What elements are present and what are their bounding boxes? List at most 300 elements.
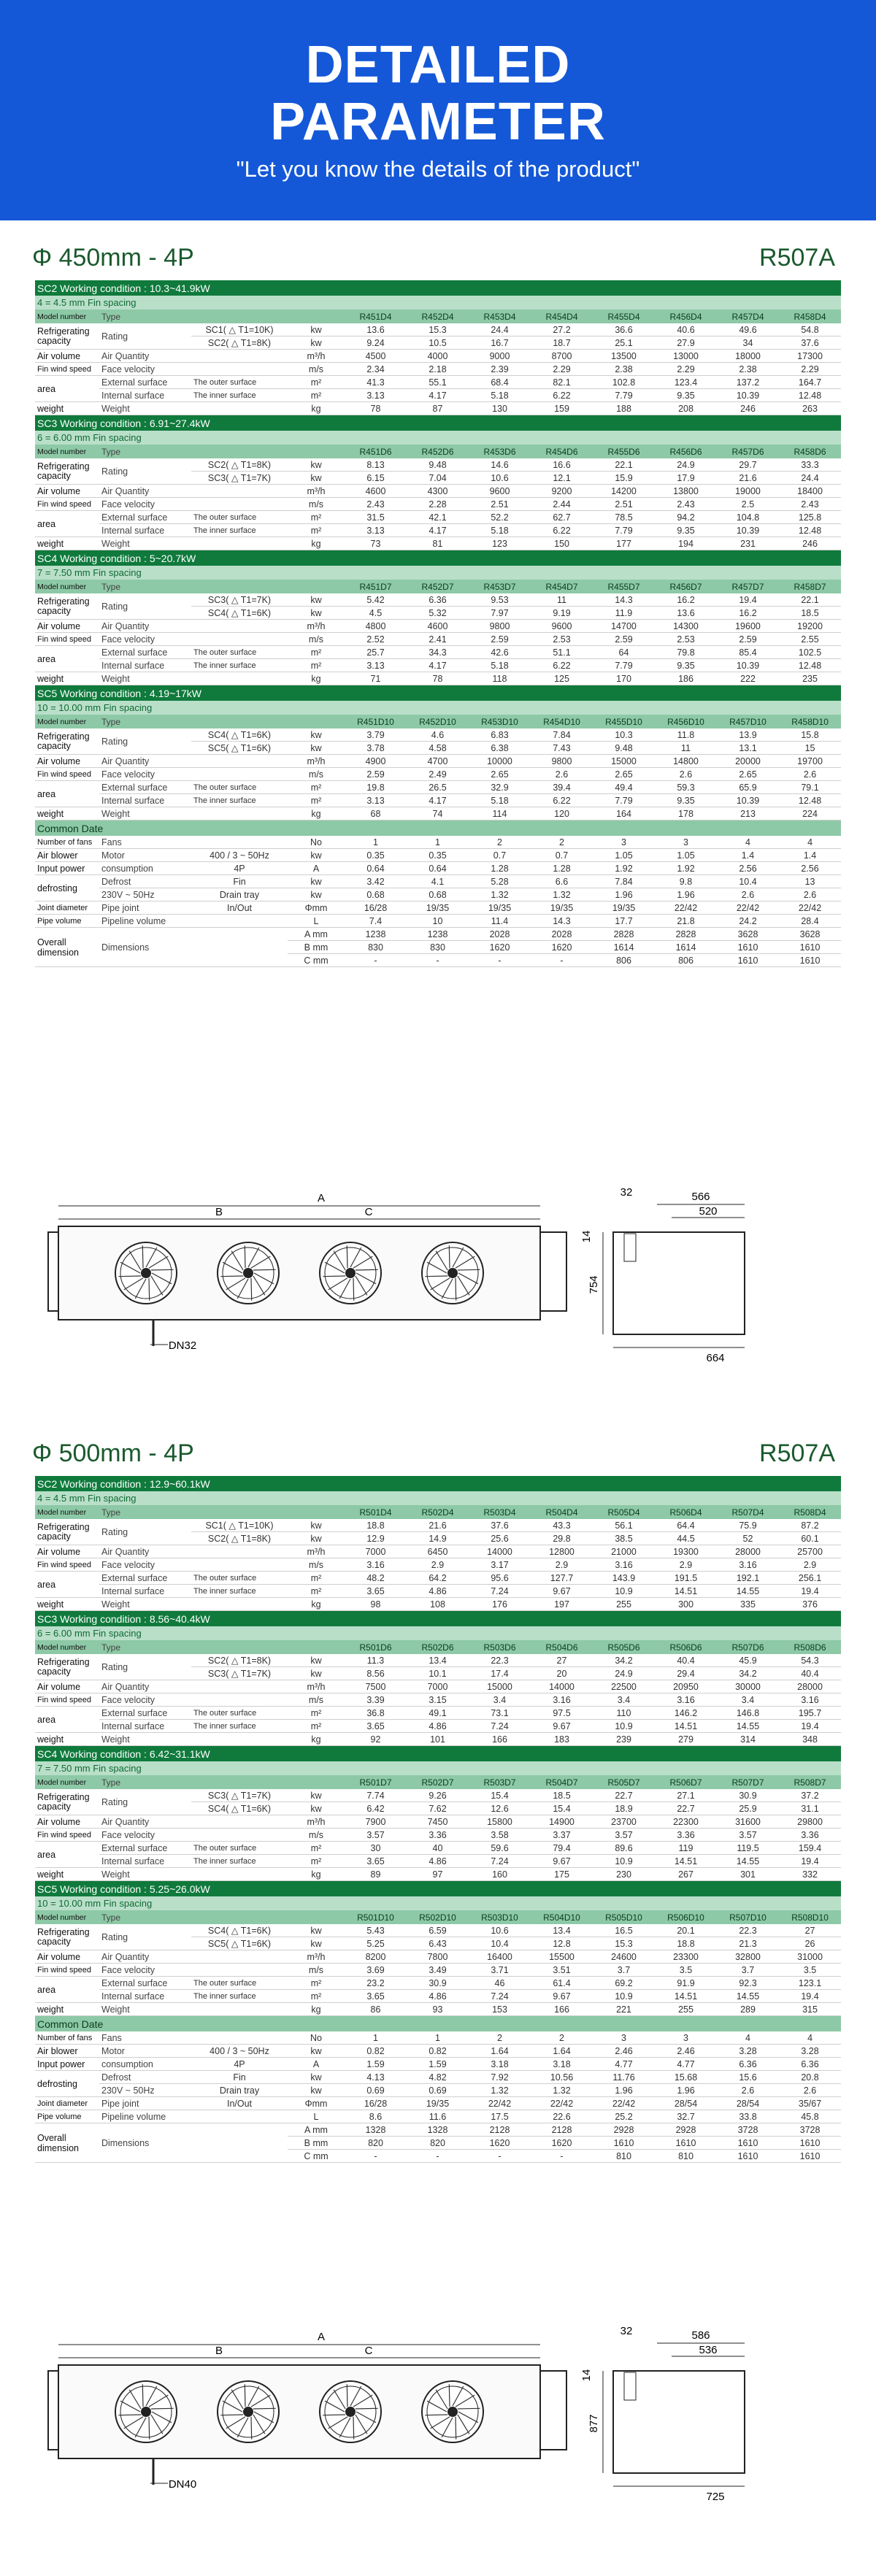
value-cell: 4000 xyxy=(407,350,469,363)
value-cell: 4.77 xyxy=(655,2058,717,2071)
table-cell: Weight xyxy=(99,2003,288,2016)
value-cell: 28.4 xyxy=(779,915,841,928)
value-cell: 10.39 xyxy=(717,794,779,807)
table-cell: Model number xyxy=(35,1910,99,1924)
value-cell: 9.26 xyxy=(407,1789,469,1802)
table-cell: Air Quantity xyxy=(99,485,288,498)
table-cell: Face velocity xyxy=(99,1964,288,1977)
value-cell: 2.53 xyxy=(531,633,593,646)
table-cell: Face velocity xyxy=(99,1558,288,1572)
value-cell: 64.2 xyxy=(407,1572,469,1585)
table-row xyxy=(35,1761,841,1775)
table-cell: m² xyxy=(288,376,345,389)
value-cell: 2128 xyxy=(469,2123,531,2137)
condition-header: SC3 Working condition : 8.56~40.4kW xyxy=(35,1611,841,1627)
value-cell: 13 xyxy=(779,875,841,888)
table-cell: SC2( △ T1=8K) xyxy=(191,1654,288,1667)
group-label-line1: Refrigerating xyxy=(37,731,90,742)
value-cell: 25.1 xyxy=(593,337,655,350)
value-cell: 2028 xyxy=(469,928,531,941)
value-cell: 5.18 xyxy=(469,794,531,807)
value-cell: 13500 xyxy=(593,350,655,363)
table-cell: SC4( △ T1=6K) xyxy=(191,1924,288,1937)
value-cell: R502D6 xyxy=(407,1640,469,1654)
table-cell: SC5( △ T1=6K) xyxy=(191,1937,288,1950)
value-cell: 1610 xyxy=(779,941,841,954)
value-cell: R503D4 xyxy=(469,1505,531,1519)
table-cell: Internal surface xyxy=(99,389,191,402)
table-cell: Type xyxy=(99,1775,345,1789)
value-cell: R507D4 xyxy=(717,1505,779,1519)
value-cell: 19.8 xyxy=(345,781,407,794)
table-row xyxy=(35,1640,841,1654)
table-cell: consumption xyxy=(99,2058,191,2071)
table-row xyxy=(35,1733,841,1746)
value-cell: 4.17 xyxy=(407,389,469,402)
value-cell: 0.69 xyxy=(345,2084,407,2097)
value-cell: 8.13 xyxy=(345,458,407,472)
value-cell: 24.4 xyxy=(779,472,841,485)
value-cell: 12.48 xyxy=(779,389,841,402)
value-cell: 2.59 xyxy=(593,633,655,646)
value-cell: 4.6 xyxy=(407,728,469,742)
value-cell: 12.6 xyxy=(469,1802,531,1815)
value-cell: 1610 xyxy=(779,954,841,967)
table-cell: Rating xyxy=(99,458,191,485)
condition-header: SC2 Working condition : 10.3~41.9kW xyxy=(35,280,841,296)
group-label-line2: capacity xyxy=(37,740,71,751)
value-cell: 21000 xyxy=(593,1545,655,1558)
dim-label-b: B xyxy=(215,2345,223,2357)
table-row xyxy=(35,485,841,498)
value-cell: 15.6 xyxy=(717,2071,779,2084)
value-cell: 1620 xyxy=(469,941,531,954)
value-cell: 7.24 xyxy=(469,1720,531,1733)
value-cell: 71 xyxy=(345,672,407,685)
value-cell: 12800 xyxy=(531,1545,593,1558)
value-cell: 6.15 xyxy=(345,472,407,485)
value-cell: 108 xyxy=(407,1598,469,1611)
group-label-line1: Refrigerating xyxy=(37,1656,90,1667)
table-row xyxy=(35,915,841,928)
value-cell: R457D7 xyxy=(717,580,779,593)
value-cell: 170 xyxy=(593,672,655,685)
value-cell: 1.96 xyxy=(593,2084,655,2097)
value-cell: 20.1 xyxy=(655,1924,717,1937)
value-cell: 7.62 xyxy=(407,1802,469,1815)
table-cell: kw xyxy=(288,875,345,888)
value-cell: 22/42 xyxy=(717,901,779,915)
value-cell: 178 xyxy=(655,807,717,820)
value-cell: 28/54 xyxy=(717,2097,779,2110)
drain-pipe-label: DN32 xyxy=(168,1339,197,1352)
value-cell: 79.8 xyxy=(655,646,717,659)
value-cell: 14200 xyxy=(593,485,655,498)
table-cell: weight xyxy=(35,402,99,415)
value-cell: R454D10 xyxy=(531,715,593,728)
value-cell: 49.4 xyxy=(593,781,655,794)
value-cell: R504D7 xyxy=(531,1775,593,1789)
value-cell: 10000 xyxy=(469,755,531,768)
value-cell: - xyxy=(407,954,469,967)
value-cell: R508D6 xyxy=(779,1640,841,1654)
value-cell: R452D6 xyxy=(407,445,469,458)
value-cell: 3.71 xyxy=(469,1964,531,1977)
table-cell: Internal surface xyxy=(99,1585,191,1598)
dim-label-side-bottom: 725 xyxy=(706,2491,725,2503)
value-cell: 20000 xyxy=(717,755,779,768)
value-cell: 4 xyxy=(717,836,779,849)
value-cell: 101 xyxy=(407,1733,469,1746)
value-cell: 119.5 xyxy=(717,1842,779,1855)
value-cell: 1328 xyxy=(345,2123,407,2137)
value-cell: 1238 xyxy=(407,928,469,941)
value-cell: 1610 xyxy=(655,2137,717,2150)
value-cell: 10.4 xyxy=(717,875,779,888)
value-cell: 27.9 xyxy=(655,337,717,350)
value-cell: R456D10 xyxy=(655,715,717,728)
value-cell: 33.8 xyxy=(717,2110,779,2123)
table-cell: Pipe volume xyxy=(35,2110,99,2123)
group-label-line1: Overall xyxy=(37,2132,66,2143)
value-cell: 9000 xyxy=(469,350,531,363)
table-cell: Fans xyxy=(99,2031,288,2045)
table-cell: m/s xyxy=(288,363,345,376)
table-row xyxy=(35,2123,841,2137)
value-cell: 34.2 xyxy=(593,1654,655,1667)
value-cell: 19/35 xyxy=(407,901,469,915)
value-cell: 39.4 xyxy=(531,781,593,794)
value-cell: 28000 xyxy=(717,1545,779,1558)
condition-header: SC2 Working condition : 12.9~60.1kW xyxy=(35,1476,841,1491)
table-cell: m³/h xyxy=(288,485,345,498)
value-cell: 0.64 xyxy=(407,862,469,875)
table-cell: weight xyxy=(35,2003,99,2016)
value-cell: R456D6 xyxy=(655,445,717,458)
value-cell: 1.4 xyxy=(779,849,841,862)
value-cell: 2 xyxy=(469,2031,531,2045)
table-cell: Face velocity xyxy=(99,498,288,511)
value-cell: 5.18 xyxy=(469,389,531,402)
value-cell: 13.4 xyxy=(407,1654,469,1667)
value-cell: R508D10 xyxy=(779,1910,841,1924)
fan-3 xyxy=(320,1242,381,1304)
value-cell: 806 xyxy=(593,954,655,967)
value-cell: 14.6 xyxy=(469,458,531,472)
value-cell: 40.4 xyxy=(779,1667,841,1680)
value-cell: 9600 xyxy=(469,485,531,498)
group-label-line2: capacity xyxy=(37,470,71,481)
value-cell: 279 xyxy=(655,1733,717,1746)
table-cell: Internal surface xyxy=(99,794,191,807)
table-cell: External surface xyxy=(99,1707,191,1720)
value-cell: 3.37 xyxy=(531,1829,593,1842)
value-cell: 19/35 xyxy=(531,901,593,915)
value-cell: 5.28 xyxy=(469,875,531,888)
table-row xyxy=(35,1707,841,1720)
value-cell: 2.56 xyxy=(779,862,841,875)
value-cell: - xyxy=(407,2150,469,2163)
fan-2 xyxy=(218,2381,279,2442)
value-cell: 177 xyxy=(593,537,655,550)
value-cell: 3.7 xyxy=(593,1964,655,1977)
value-cell: R452D4 xyxy=(407,309,469,323)
value-cell: 18.5 xyxy=(779,607,841,620)
fin-spacing-header: 7 = 7.50 mm Fin spacing xyxy=(35,566,841,580)
value-cell: R451D6 xyxy=(345,445,407,458)
value-cell: 98 xyxy=(345,1598,407,1611)
table-cell: 230V ~ 50Hz xyxy=(99,888,191,901)
table-row xyxy=(35,2031,841,2045)
value-cell: 19300 xyxy=(655,1545,717,1558)
value-cell: R508D4 xyxy=(779,1505,841,1519)
value-cell: 0.7 xyxy=(469,849,531,862)
value-cell: 7.24 xyxy=(469,1585,531,1598)
table-cell: Defrost xyxy=(99,2071,191,2084)
value-cell: 19.4 xyxy=(779,1720,841,1733)
table-cell: m² xyxy=(288,1720,345,1733)
value-cell: 16400 xyxy=(469,1950,531,1964)
value-cell: 102.5 xyxy=(779,646,841,659)
value-cell: R458D7 xyxy=(779,580,841,593)
value-cell: R454D7 xyxy=(531,580,593,593)
value-cell: 52 xyxy=(717,1532,779,1545)
table-cell: The inner surface xyxy=(191,389,288,402)
table-row xyxy=(35,498,841,511)
value-cell: 14300 xyxy=(655,620,717,633)
value-cell: 3.16 xyxy=(531,1693,593,1707)
group-label-line2: dimension xyxy=(37,2142,79,2153)
table-cell: In/Out xyxy=(191,2097,288,2110)
value-cell: 25.7 xyxy=(345,646,407,659)
value-cell: 4.5 xyxy=(345,607,407,620)
table-row xyxy=(35,646,841,659)
value-cell: 31000 xyxy=(779,1950,841,1964)
group-label xyxy=(35,323,99,350)
value-cell: 1610 xyxy=(717,941,779,954)
table-cell: The outer surface xyxy=(191,1572,288,1585)
value-cell: 301 xyxy=(717,1868,779,1881)
table-cell: Air volume xyxy=(35,1680,99,1693)
value-cell: 0.82 xyxy=(407,2045,469,2058)
table-cell: Air volume xyxy=(35,350,99,363)
table-cell: area xyxy=(35,1572,99,1598)
value-cell: 22/42 xyxy=(593,2097,655,2110)
table-cell: The outer surface xyxy=(191,781,288,794)
value-cell: 10.9 xyxy=(593,1855,655,1868)
table-row xyxy=(35,2110,841,2123)
hero-banner xyxy=(0,0,876,220)
value-cell: 73 xyxy=(345,537,407,550)
value-cell: 10.39 xyxy=(717,659,779,672)
value-cell: 9.48 xyxy=(593,742,655,755)
value-cell: 5.42 xyxy=(345,593,407,607)
value-cell: 3.42 xyxy=(345,875,407,888)
value-cell: 14.9 xyxy=(407,1532,469,1545)
table-cell: Pipe joint xyxy=(99,2097,191,2110)
table-row xyxy=(35,1815,841,1829)
value-cell: 255 xyxy=(593,1598,655,1611)
value-cell: 2828 xyxy=(655,928,717,941)
table-cell: Air blower xyxy=(35,849,99,862)
table-row xyxy=(35,901,841,915)
value-cell: 2.9 xyxy=(779,1558,841,1572)
table-cell: m² xyxy=(288,1842,345,1855)
dim-label-side-inner: 536 xyxy=(699,2344,718,2356)
value-cell: 40 xyxy=(407,1842,469,1855)
table-cell: Air volume xyxy=(35,1545,99,1558)
table-row xyxy=(35,1746,841,1762)
table-cell: Model number xyxy=(35,445,99,458)
table-cell: External surface xyxy=(99,1572,191,1585)
value-cell: 3.16 xyxy=(345,1558,407,1572)
value-cell: 9.67 xyxy=(531,1585,593,1598)
table-cell: Face velocity xyxy=(99,363,288,376)
table-row xyxy=(35,1491,841,1505)
table-cell: m/s xyxy=(288,1829,345,1842)
value-cell: 82.1 xyxy=(531,376,593,389)
value-cell: 3.5 xyxy=(779,1964,841,1977)
table-cell: Type xyxy=(99,1910,345,1924)
table-cell: weight xyxy=(35,1598,99,1611)
value-cell: 1610 xyxy=(779,2137,841,2150)
value-cell: 2.59 xyxy=(717,633,779,646)
table-cell: The inner surface xyxy=(191,1855,288,1868)
group-label-line1: Overall xyxy=(37,937,66,947)
table-row xyxy=(35,888,841,901)
table-row xyxy=(35,1519,841,1532)
value-cell: 22.1 xyxy=(779,593,841,607)
value-cell: 22500 xyxy=(593,1680,655,1693)
table-cell: 400 / 3 ~ 50Hz xyxy=(191,849,288,862)
value-cell: 3.5 xyxy=(655,1964,717,1977)
value-cell: 16.2 xyxy=(655,593,717,607)
value-cell: R504D10 xyxy=(531,1910,593,1924)
value-cell: 3.13 xyxy=(345,659,407,672)
value-cell: 17.5 xyxy=(469,2110,531,2123)
value-cell: 830 xyxy=(345,941,407,954)
value-cell: 5.25 xyxy=(345,1937,407,1950)
value-cell: 52.2 xyxy=(469,511,531,524)
value-cell: 25700 xyxy=(779,1545,841,1558)
fan-2 xyxy=(218,1242,279,1304)
value-cell: 143.9 xyxy=(593,1572,655,1585)
table-cell: SC4( △ T1=6K) xyxy=(191,728,288,742)
value-cell: 22.1 xyxy=(593,458,655,472)
value-cell: 7.84 xyxy=(593,875,655,888)
table-cell: kw xyxy=(288,1789,345,1802)
table-cell: Model number xyxy=(35,1640,99,1654)
value-cell: 6450 xyxy=(407,1545,469,1558)
table-row xyxy=(35,781,841,794)
table-cell: L xyxy=(288,2110,345,2123)
value-cell: 22/42 xyxy=(469,2097,531,2110)
value-cell: 2.44 xyxy=(531,498,593,511)
value-cell: 4.13 xyxy=(345,2071,407,2084)
value-cell: 1.28 xyxy=(469,862,531,875)
value-cell: 1.32 xyxy=(531,888,593,901)
fin-spacing-header: 7 = 7.50 mm Fin spacing xyxy=(35,1761,841,1775)
table-cell: SC2( △ T1=8K) xyxy=(191,458,288,472)
value-cell: 4300 xyxy=(407,485,469,498)
table-cell: SC1( △ T1=10K) xyxy=(191,323,288,337)
value-cell: 820 xyxy=(345,2137,407,2150)
table-row xyxy=(35,580,841,593)
value-cell: 16.7 xyxy=(469,337,531,350)
table-cell: m² xyxy=(288,1707,345,1720)
table-cell: kw xyxy=(288,1667,345,1680)
table-row xyxy=(35,1720,841,1733)
table-cell: kw xyxy=(288,1924,345,1937)
value-cell: 30000 xyxy=(717,1680,779,1693)
value-cell: 9.53 xyxy=(469,593,531,607)
value-cell: 8.6 xyxy=(345,2110,407,2123)
section-header xyxy=(0,234,876,277)
table-row xyxy=(35,1598,841,1611)
value-cell: 7.04 xyxy=(407,472,469,485)
table-cell: Internal surface xyxy=(99,524,191,537)
value-cell: 15.3 xyxy=(407,323,469,337)
value-cell: 10.56 xyxy=(531,2071,593,2084)
table-cell: Internal surface xyxy=(99,1720,191,1733)
table-cell: C mm xyxy=(288,2150,345,2163)
value-cell: 9.35 xyxy=(655,389,717,402)
value-cell: 10.39 xyxy=(717,524,779,537)
value-cell: 9.35 xyxy=(655,659,717,672)
value-cell: 2.65 xyxy=(469,768,531,781)
table-cell: Number of fans xyxy=(35,2031,99,2045)
table-row xyxy=(35,862,841,875)
value-cell: 75.9 xyxy=(717,1519,779,1532)
table-cell: area xyxy=(35,646,99,672)
value-cell: 2.55 xyxy=(779,633,841,646)
value-cell: 15 xyxy=(779,742,841,755)
value-cell: 73.1 xyxy=(469,1707,531,1720)
value-cell: 29.7 xyxy=(717,458,779,472)
value-cell: 166 xyxy=(469,1733,531,1746)
table-cell: 230V ~ 50Hz xyxy=(99,2084,191,2097)
value-cell: 11 xyxy=(531,593,593,607)
value-cell: 2.46 xyxy=(593,2045,655,2058)
table-cell: m³/h xyxy=(288,620,345,633)
value-cell: 9.8 xyxy=(655,875,717,888)
value-cell: 348 xyxy=(779,1733,841,1746)
value-cell: 4700 xyxy=(407,755,469,768)
value-cell: 15.3 xyxy=(593,1937,655,1950)
value-cell: 64 xyxy=(593,646,655,659)
value-cell: 19600 xyxy=(717,620,779,633)
table-row xyxy=(35,928,841,941)
table-cell: SC4( △ T1=6K) xyxy=(191,607,288,620)
table-row xyxy=(35,309,841,323)
value-cell: 4.86 xyxy=(407,1855,469,1868)
table-cell: weight xyxy=(35,537,99,550)
value-cell: 34 xyxy=(717,337,779,350)
table-cell: area xyxy=(35,511,99,537)
value-cell: 5.32 xyxy=(407,607,469,620)
dim-label-side-bottom: 664 xyxy=(706,1352,725,1364)
table-cell: External surface xyxy=(99,646,191,659)
value-cell: 44.5 xyxy=(655,1532,717,1545)
value-cell: 9.67 xyxy=(531,1855,593,1868)
table-cell: Weight xyxy=(99,537,288,550)
table-cell: Model number xyxy=(35,1505,99,1519)
table-cell: Air blower xyxy=(35,2045,99,2058)
value-cell: 14.55 xyxy=(717,1855,779,1868)
value-cell: 2.9 xyxy=(407,1558,469,1572)
table-cell: kg xyxy=(288,807,345,820)
value-cell: 21.3 xyxy=(717,1937,779,1950)
